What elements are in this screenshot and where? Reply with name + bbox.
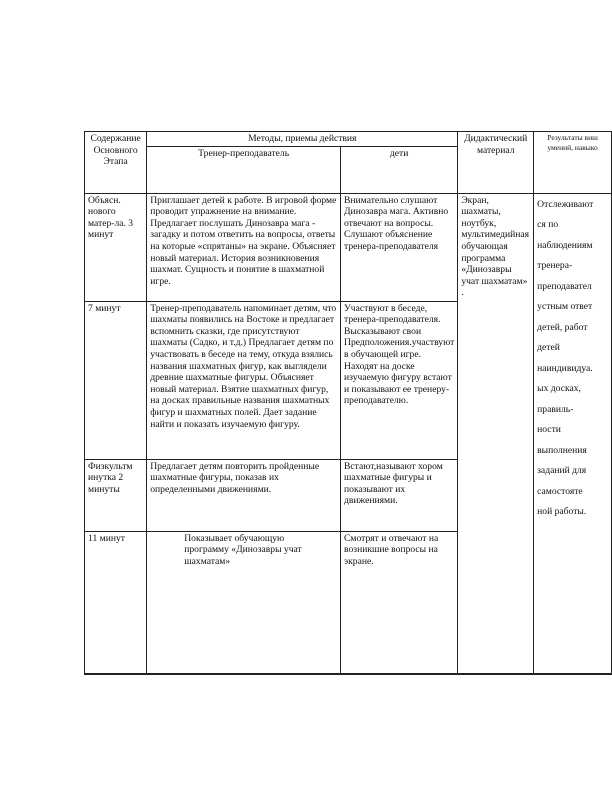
results-line: преподавател [537, 280, 592, 292]
children-cell: Встают,называют хором шахматные фигуры и показывают их движениями. [341, 459, 458, 531]
results-line: ых досках, [537, 383, 581, 395]
header-results: Результаты виш умений, навыко [534, 132, 612, 194]
trainer-cell-text: Показывает обучающую программу «Динозавры учат шахматам» [184, 532, 302, 567]
results-line: выполнения [537, 444, 587, 456]
header-content-stage: Содержание Основного Этапа [85, 132, 147, 194]
table-bottom-border [84, 673, 612, 674]
results-line: Отслеживают [537, 198, 594, 210]
results-line: заданий для [537, 465, 587, 477]
header-trainer: Тренер-преподаватель [147, 146, 341, 193]
header-methods: Методы, приемы действия [147, 132, 458, 147]
results-line: ся по [537, 219, 559, 231]
children-cell: Внимательно слушают Динозавра мага. Активно отвечают на вопросы. Слушают объяснение тренера-преподавателя [341, 193, 458, 301]
header-didactic-material: Дидактический материал [458, 132, 534, 194]
stage-cell: Объясн. нового матер-ла. 3 минут [85, 193, 147, 301]
results-line: правиль- [537, 403, 574, 415]
trainer-cell [147, 531, 341, 674]
header-children: дети [341, 146, 458, 193]
stage-cell: 7 минут [85, 301, 147, 459]
results-cell [534, 193, 612, 674]
children-cell: Участвуют в беседе, тренера-преподавателя. Высказывают свои Предположения.участвуют в обучающей игре. Находят на доске изучаемую фигуру встают и показывают ее тренеру-преподавателю. [341, 301, 458, 459]
results-line: тренера- [537, 260, 573, 272]
table-row [85, 193, 612, 301]
stage-cell: 11 минут [85, 531, 147, 674]
results-line: наблюдениям [537, 239, 593, 251]
results-line: самостояте [537, 485, 583, 497]
trainer-cell: Предлагает детям повторить пройденные шахматные фигуры, показав их определенными движениями. [147, 459, 341, 531]
trainer-cell: Тренер-преподаватель напоминает детям, что шахматы появились на Востоке и предлагает вспомнить сказки, где присутствуют шахматы (Садко, и т.д.) Предлагает детям по участвовать в беседе на тему, откуда взялись названия шахматных фигур, как выглядели древние шахматные фигуры. Объясняет новый материал. Взятие шахматных фигур, на досках правильные названия шахматных фигур и шахматных полей. Дает задание найти и показать изучаемую фигуру. [147, 301, 341, 459]
results-line: ной работы. [537, 506, 587, 518]
children-cell: Смотрят и отвечают на возникшие вопросы на экране. [341, 531, 458, 674]
stage-cell: Физкультм инутка 2 минуты [85, 459, 147, 531]
results-line: устным ответ [537, 301, 593, 313]
results-line: детей, работ [537, 321, 588, 333]
results-line: ности [537, 424, 561, 436]
trainer-cell: Приглашает детей к работе. В игровой форме проводит упражнение на внимание. Предлагает послушать Динозавра мага - загадку и потом ответить на вопросы, ответы на которые «спрятаны» на экране. Объясняет новый материал. История возникновения шахмат. Сущность и понятие в шахматной игре. [147, 193, 341, 301]
results-line: детей [537, 342, 560, 354]
didactic-material-cell: Экран, шахматы, ноутбук, мультимедийная обучающая программа «Динозавры учат шахматам» . [458, 193, 534, 674]
results-line: наиндивидуа. [537, 362, 593, 374]
lesson-plan-table [84, 131, 612, 675]
header-row [85, 132, 612, 147]
